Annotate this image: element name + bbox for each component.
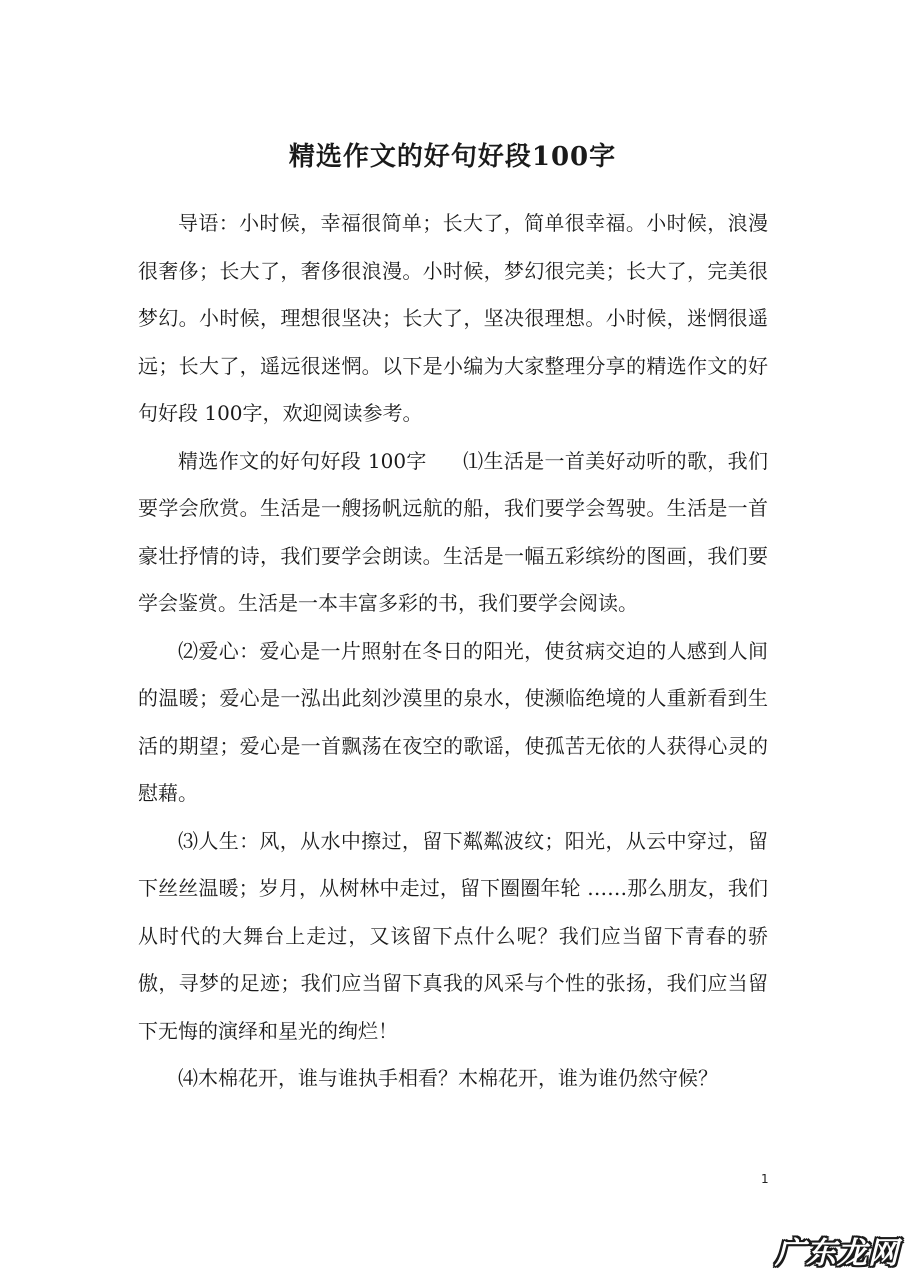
paragraph-4: ⑷木棉花开，谁与谁执手相看？木棉花开，谁为谁仍然守候？ <box>178 1066 718 1090</box>
intro-paragraph <box>138 200 768 438</box>
paragraph-1-text: ⑴生活是一首美好动听的歌，我们要学会欣赏。生活是一艘扬帆远航的船，我们要学会驾驶。生活是一首豪壮抒情的诗，我们要学会朗读。生活是一幅五彩缤纷的图画，我们要学会鉴赏。生活是一本丰富多彩的书，我们要学会阅读。 <box>138 448 769 615</box>
intro-text: 小时候，幸福很简单；长大了，简单很幸福。小时候，浪漫很奢侈；长大了，奢侈很浪漫。小时候，梦幻很完美；长大了，完美很梦幻。小时候，理想很坚决；长大了，坚决很理想。小时候，迷惘很遥远；长大了，遥远很迷惘。以下是小编为大家整理分享的精选作文的好句好段 100字，欢迎阅读参考。 <box>138 211 769 425</box>
page-number: 1 <box>761 1172 769 1186</box>
section-heading: 精选作文的好句好段 100字 <box>178 448 427 473</box>
document-body <box>138 200 768 1103</box>
document-title: 精选作文的好句好段100字 <box>288 142 617 172</box>
intro-label: 导语： <box>178 211 240 235</box>
section-paragraph-1 <box>138 438 768 628</box>
paragraph-2: ⑵爱心：爱心是一片照射在冬日的阳光，使贫病交迫的人感到人间的温暖；爱心是一泓出此刻沙漠里的泉水，使濒临绝境的人重新看到生活的期望；爱心是一首飘荡在夜空的歌谣，使孤苦无依的人获得心灵的慰藉。 <box>138 638 768 805</box>
paragraph-3: ⑶人生：风，从水中擦过，留下粼粼波纹；阳光，从云中穿过，留下丝丝温暖；岁月，从树林中走过，留下圈圈年轮 ……那么朋友，我们从时代的大舞台上走过，又该留下点什么呢？我们应当留下青春的骄傲，寻梦的足迹；我们应当留下真我的风采与个性的张扬，我们应当留下无悔的演绎和星光的绚烂！ <box>138 828 768 1043</box>
watermark-text: 广东龙网 <box>775 1236 899 1271</box>
watermark-logo <box>775 1228 899 1272</box>
